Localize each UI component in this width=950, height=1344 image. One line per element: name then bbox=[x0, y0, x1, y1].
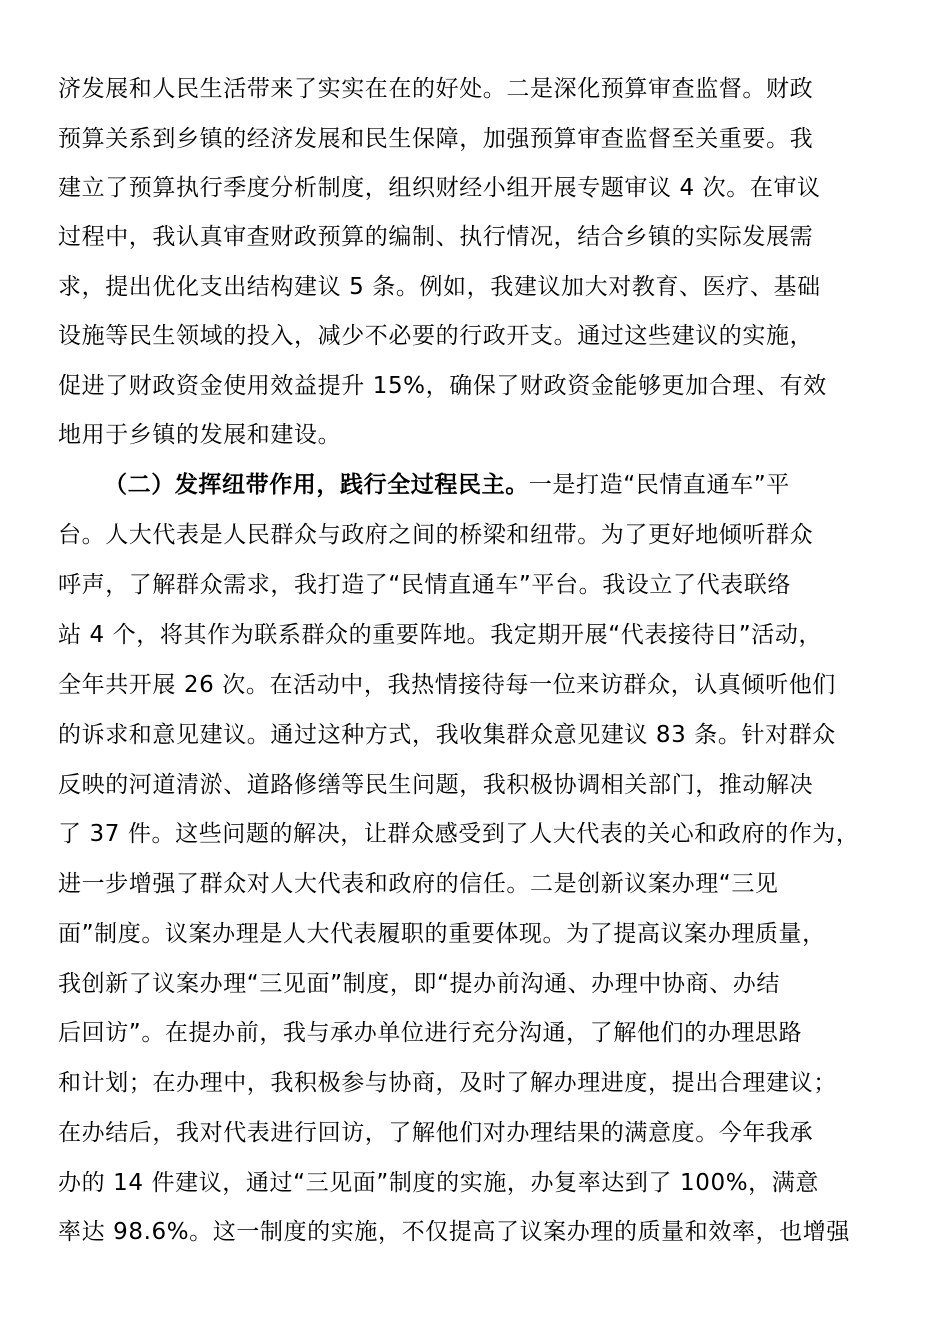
text-line: 呼声，了解群众需求，我打造了“民情直通车”平台。我设立了代表联络 bbox=[58, 572, 792, 598]
text-line: 的诉求和意见建议。通过这种方式，我收集群众意见建议 83 条。针对群众 bbox=[58, 722, 836, 748]
text-line: 站 4 个，将其作为联系群众的重要阵地。我定期开展“代表接待日”活动， bbox=[58, 622, 823, 648]
text-line: 促进了财政资金使用效益提升 15%，确保了财政资金能够更加合理、有效 bbox=[58, 373, 827, 399]
section-heading: （二）发挥纽带作用，践行全过程民主。 bbox=[104, 472, 529, 498]
text-line: 进一步增强了群众对人大代表和政府的信任。二是创新议案办理“三见 bbox=[58, 871, 779, 897]
text-line: 建立了预算执行季度分析制度，组织财经小组开展专题审议 4 次。在审议 bbox=[58, 175, 821, 201]
text-line: 济发展和人民生活带来了实实在在的好处。二是深化预算审查监督。财政 bbox=[58, 76, 814, 102]
text-line: 了 37 件。这些问题的解决，让群众感受到了人大代表的关心和政府的作为， bbox=[58, 821, 860, 847]
text-line: 设施等民生领域的投入，减少不必要的行政开支。通过这些建议的实施， bbox=[58, 323, 814, 349]
text-line: 地用于乡镇的发展和建设。 bbox=[58, 422, 342, 448]
text-line: 反映的河道清淤、道路修缮等民生问题，我积极协调相关部门，推动解决 bbox=[58, 772, 814, 798]
text-line: 后回访”。在提办前，我与承办单位进行充分沟通，了解他们的办理思路 bbox=[58, 1020, 803, 1046]
text-line: 我创新了议案办理“三见面”制度，即“提办前沟通、办理中协商、办结 bbox=[58, 971, 780, 997]
text-line: 过程中，我认真审查财政预算的编制、执行情况，结合乡镇的实际发展需 bbox=[58, 224, 814, 250]
text-line: 和计划；在办理中，我积极参与协商，及时了解办理进度，提出合理建议； bbox=[58, 1070, 837, 1096]
section-heading-last-char: 平 bbox=[766, 472, 790, 498]
section-heading-line bbox=[104, 460, 790, 510]
text-line: 率达 98.6%。这一制度的实施，不仅提高了议案办理的质量和效率，也增强 bbox=[58, 1219, 850, 1245]
text-line: 全年共开展 26 次。在活动中，我热情接待每一位来访群众，认真倾听他们 bbox=[58, 672, 836, 698]
text-line: 在办结后，我对代表进行回访，了解他们对办理结果的满意度。今年我承 bbox=[58, 1120, 814, 1146]
text-line: 台。人大代表是人民群众与政府之间的桥梁和纽带。为了更好地倾听群众 bbox=[58, 522, 814, 548]
section-heading-tail: 一是打造“民情直通车” bbox=[528, 472, 767, 498]
text-line: 预算关系到乡镇的经济发展和民生保障，加强预算审查监督至关重要。我 bbox=[58, 126, 814, 152]
text-line: 面”制度。议案办理是人大代表履职的重要体现。为了提高议案办理质量， bbox=[58, 921, 826, 947]
text-line: 求，提出优化支出结构建议 5 条。例如，我建议加大对教育、医疗、基础 bbox=[58, 274, 821, 300]
text-line: 办的 14 件建议，通过“三见面”制度的实施，办复率达到了 100%，满意 bbox=[58, 1170, 819, 1196]
